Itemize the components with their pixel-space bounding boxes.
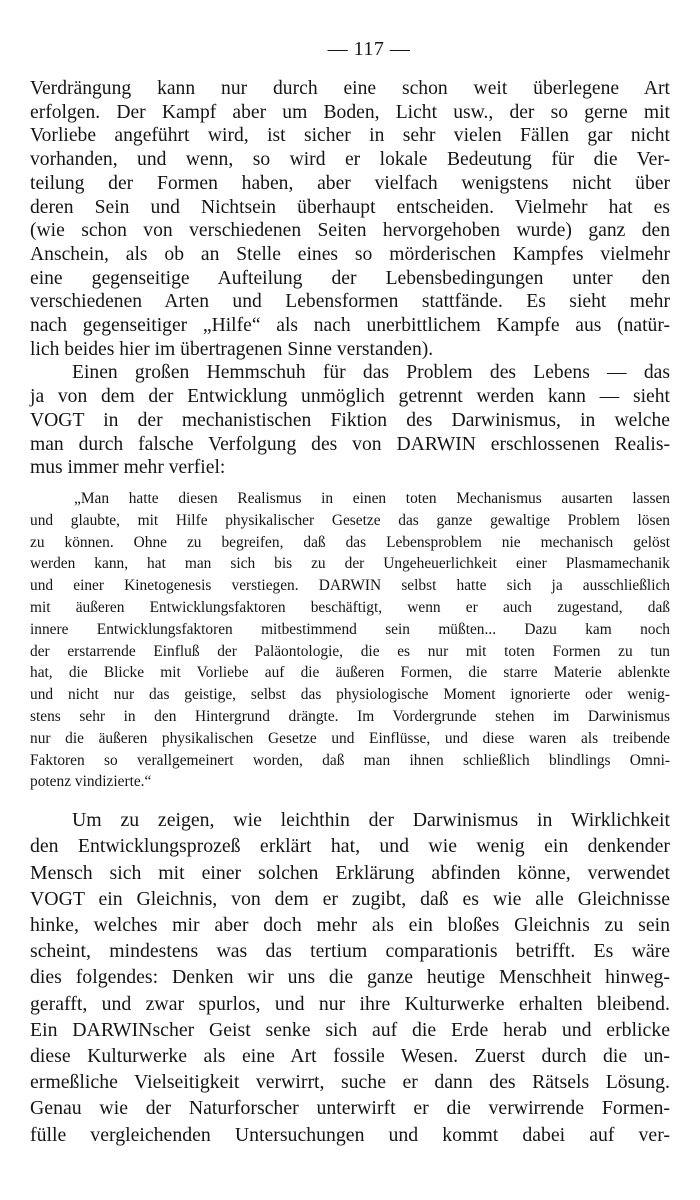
text-line: scheint, mindestens was das tertium comparationis betrifft. Es wäre bbox=[30, 940, 670, 963]
paragraph-3 bbox=[30, 807, 670, 1148]
quote-line: zu können. Ohne zu begreifen, daß das Lebensproblem nie mechanisch gelöst bbox=[30, 533, 670, 551]
text-line: mus immer mehr verfiel: bbox=[30, 457, 226, 479]
page-number: — 117 — bbox=[327, 38, 411, 60]
text-line: den Entwicklungsprozeß erklärt hat, und wie wenig ein denkender bbox=[30, 835, 670, 858]
quote-line: stens sehr in den Hintergrund drängte. Im Vordergrunde stehen im Darwinismus bbox=[30, 707, 670, 725]
text-line: Anschein, als ob an Stelle eines so mörderischen Kampfes vielmehr bbox=[30, 243, 670, 265]
text-line: Genau wie der Naturforscher unterwirft er die verwirrende Formen- bbox=[30, 1097, 670, 1120]
quote-line: „Man hatte diesen Realismus in einen toten Mechanismus ausarten lassen bbox=[74, 489, 670, 507]
text-line: fülle vergleichenden Untersuchungen und kommt dabei auf ver- bbox=[30, 1123, 670, 1146]
quote-line: mit äußeren Entwicklungsfaktoren beschäftigt, wenn er auch zugestand, daß bbox=[30, 598, 670, 616]
text-line: Verdrängung kann nur durch eine schon weit überlegene Art bbox=[30, 78, 670, 99]
text-line: Einen großen Hemmschuh für das Problem des Lebens — das bbox=[72, 362, 670, 384]
text-line: teilung der Formen haben, aber vielfach wenigstens nicht über bbox=[30, 172, 670, 194]
text-line: nach gegenseitiger „Hilfe“ als nach unerbittlichem Kampfe aus (natür- bbox=[30, 315, 670, 337]
text-line: man durch falsche Verfolgung des von DARWIN erschlossenen Realis- bbox=[30, 433, 670, 455]
text-line: verschiedenen Arten und Lebensformen stattfände. Es sieht mehr bbox=[30, 291, 670, 313]
quote-line: und glaubte, mit Hilfe physikalischer Gesetze das ganze gewaltige Problem lösen bbox=[30, 511, 670, 529]
text-line: gerafft, und zwar spurlos, und nur ihre Kulturwerke erhalten bleibend. bbox=[30, 992, 670, 1015]
text-line: ermeßliche Vielseitigkeit verwirrt, suche er dann des Rätsels Lösung. bbox=[30, 1071, 670, 1094]
text-line: Mensch sich mit einer solchen Erklärung abfinden könne, verwendet bbox=[30, 861, 670, 884]
quote-line: und nicht nur das geistige, selbst das physiologische Moment ignorierte oder wenig- bbox=[30, 686, 670, 704]
text-line: vorhanden, und wenn, so wird er lokale Bedeutung für die Ver- bbox=[30, 149, 670, 171]
text-line: Um zu zeigen, wie leichthin der Darwinismus in Wirklichkeit bbox=[72, 809, 670, 832]
text-line: deren Sein und Nichtsein überhaupt entscheiden. Vielmehr hat es bbox=[30, 196, 670, 218]
text-line: VOGT ein Gleichnis, von dem er zugibt, daß es wie alle Gleichnisse bbox=[30, 887, 670, 910]
text-line: erfolgen. Der Kampf aber um Boden, Licht usw., der so gerne mit bbox=[30, 101, 670, 123]
text-line: (wie schon von verschiedenen Seiten hervorgehoben wurde) ganz den bbox=[30, 220, 670, 242]
text-line: VOGT in der mechanistischen Fiktion des Darwinismus, in welche bbox=[30, 409, 670, 431]
text-line: diese Kulturwerke als eine Art fossile Wesen. Zuerst durch die un- bbox=[30, 1044, 670, 1067]
text-line: Ein DARWINscher Geist senke sich auf die Erde herab und erblicke bbox=[30, 1018, 670, 1041]
quote-line: und einer Kinetogenesis verstiegen. DARWIN selbst hatte sich ja ausschließlich bbox=[30, 577, 670, 595]
quote-line: Faktoren so verallgemeinert worden, daß man ihnen schließlich blindlings Omni- bbox=[30, 751, 670, 769]
text-line: eine gegenseitige Aufteilung der Lebensbedingungen unter den bbox=[30, 267, 670, 289]
text-line: lich beides hier im übertragenen Sinne verstanden). bbox=[30, 338, 434, 360]
text-line: ja von dem der Entwicklung unmöglich getrennt werden kann — sieht bbox=[30, 386, 670, 408]
paragraph-2 bbox=[30, 361, 670, 480]
text-line: dies folgendes: Denken wir uns die ganze heutige Menschheit hinweg- bbox=[30, 966, 670, 989]
quote-line: nur die äußeren physikalischen Gesetze und Einflüsse, und diese waren als treibende bbox=[30, 729, 670, 747]
text-line: hinke, welches mir aber doch mehr als ein bloßes Gleichnis zu sein bbox=[30, 913, 670, 936]
quote-line: der erstarrende Einfluß der Paläontologie, die es nur mit toten Formen zu tun bbox=[30, 642, 670, 660]
book-page bbox=[30, 38, 670, 1148]
quote-line: werden kann, hat man sich bis zu der Ungeheuerlichkeit einer Plasmamechanik bbox=[30, 555, 670, 573]
quote-line: potenz vindizierte.“ bbox=[30, 773, 152, 791]
block-quote bbox=[30, 488, 670, 793]
quote-line: hat, die Blicke mit Vorliebe auf die äußeren Formen, die starre Materie ablenkte bbox=[30, 664, 670, 682]
text-line: Vorliebe angeführt wird, ist sicher in sehr vielen Fällen gar nicht bbox=[30, 125, 670, 147]
paragraph-1 bbox=[30, 77, 670, 361]
quote-line: innere Entwicklungsfaktoren mitbestimmend sein müßten... Dazu kam noch bbox=[30, 620, 670, 638]
